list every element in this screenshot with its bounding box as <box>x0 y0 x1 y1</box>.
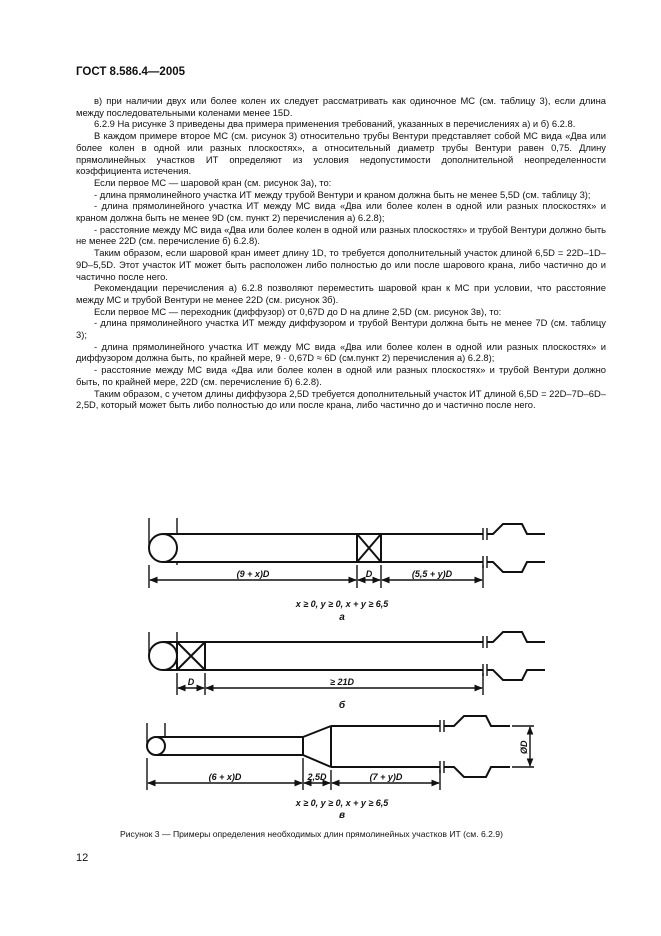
diagram-a <box>149 518 545 623</box>
dim-a1: (9 + x)D <box>236 569 270 579</box>
paragraph: - расстояние между МС вида «Два или более колен в одной или разных плоскостях» и трубой Вентури должно быть не менее 22D (см. перечисление б) 6.2.8). <box>76 223 606 247</box>
paragraph: - длина прямолинейного участка ИТ между МС вида «Два или более колен в одной или разных плоскостях» и краном должна быть не менее 9D (см. пункт 2) перечисления а) 6.2.8); <box>76 200 606 224</box>
paragraph: Таким образом, если шаровой кран имеет длину 1D, то требуется дополнительный участок длиной 6,5D = 22D–1D–9D–5,5D. Этот участок ИТ может быть расположен либо полностью до или после шарового крана, либо частично до и частично после него. <box>76 247 606 282</box>
label-a: а <box>339 612 345 623</box>
condition-a: x ≥ 0, y ≥ 0, x + y ≥ 6,5 <box>295 599 389 609</box>
figure-caption: Рисунок 3 — Примеры определения необходимых длин прямолинейных участков ИТ (см. 6.2.9) <box>120 829 503 839</box>
label-c: в <box>338 810 346 821</box>
dim-c1: (6 + x)D <box>208 772 242 782</box>
dim-c3: (7 + y)D <box>369 772 403 782</box>
label-b: б <box>338 700 346 711</box>
paragraph: - расстояние между МС вида «Два или более колен в одной или разных плоскостях» и трубой Вентури должно быть, по крайней мере, 22D (см. перечисление б) 6.2.8). <box>76 364 606 387</box>
paragraph: В каждом примере второе МС (см. рисунок 3) относительно трубы Вентури представляет собой МС вида «Два или более колен в одной или разных плоскостях», а относительный диаметр трубы Вентури равен 0,75. Длину прямолинейных участков ИТ определяют из условия недопустимости дополнительной неопределенности коэффициента истечения. <box>76 130 606 177</box>
paragraph: Если первое МС — переходник (диффузор) от 0,67D до D на длине 2,5D (см. рисунок 3в), то: <box>94 305 502 317</box>
paragraph: в) при наличии двух или более колен их следует рассматривать как одиночное МС (см. таблицу 3), если длина между последовательными коленами менее 15D. <box>76 95 606 118</box>
diameter-label: ØD <box>519 740 529 754</box>
paragraph: Рекомендации перечисления а) 6.2.8 позволяют переместить шаровой кран к МС при условии, что расстояние между МС и трубой Вентури не менее 22D (см. рисунок 3б). <box>76 282 606 305</box>
document-header: ГОСТ 8.586.4—2005 <box>76 66 186 78</box>
dim-b2: ≥ 21D <box>330 677 354 687</box>
diagram-c <box>147 716 534 821</box>
dim-a3: (5,5 + y)D <box>411 569 453 579</box>
page-number: 12 <box>76 852 89 864</box>
paragraph: 6.2.9 На рисунке 3 приведены два примера применения требований, указанных в перечислениях а) и б) 6.2.8. <box>94 118 576 130</box>
paragraph: Если первое МС — шаровой кран (см. рисунок 3а), то: <box>94 176 332 188</box>
paragraph: Таким образом, с учетом длины диффузора 2,5D требуется дополнительный участок ИТ длиной 6,5D = 22D–7D–6D–2,5D, который может быть либо полностью до или после крана, либо частично до и частично после него. <box>76 387 606 411</box>
paragraph: - длина прямолинейного участка ИТ между МС вида «Два или более колен в одной или разных плоскостях» и диффузором должна быть, по крайней мере, 9 · 0,67D ≈ 6D (см.пункт 2) перечисления а) 6.2.8); <box>76 340 606 364</box>
paragraph: - длина прямолинейного участка ИТ между трубой Вентури и краном должна быть не менее 5,5D (см. таблицу 3); <box>94 188 591 200</box>
dim-c2: 2,5D <box>307 772 327 782</box>
condition-c: x ≥ 0, y ≥ 0, x + y ≥ 6,5 <box>295 798 389 808</box>
dim-a2: D <box>365 569 373 579</box>
paragraph: - длина прямолинейного участка ИТ между диффузором и трубой Вентури должна быть не менее 7D (см. таблицу 3); <box>76 317 606 341</box>
diagram-b <box>149 632 545 711</box>
dim-b1: D <box>187 677 195 687</box>
